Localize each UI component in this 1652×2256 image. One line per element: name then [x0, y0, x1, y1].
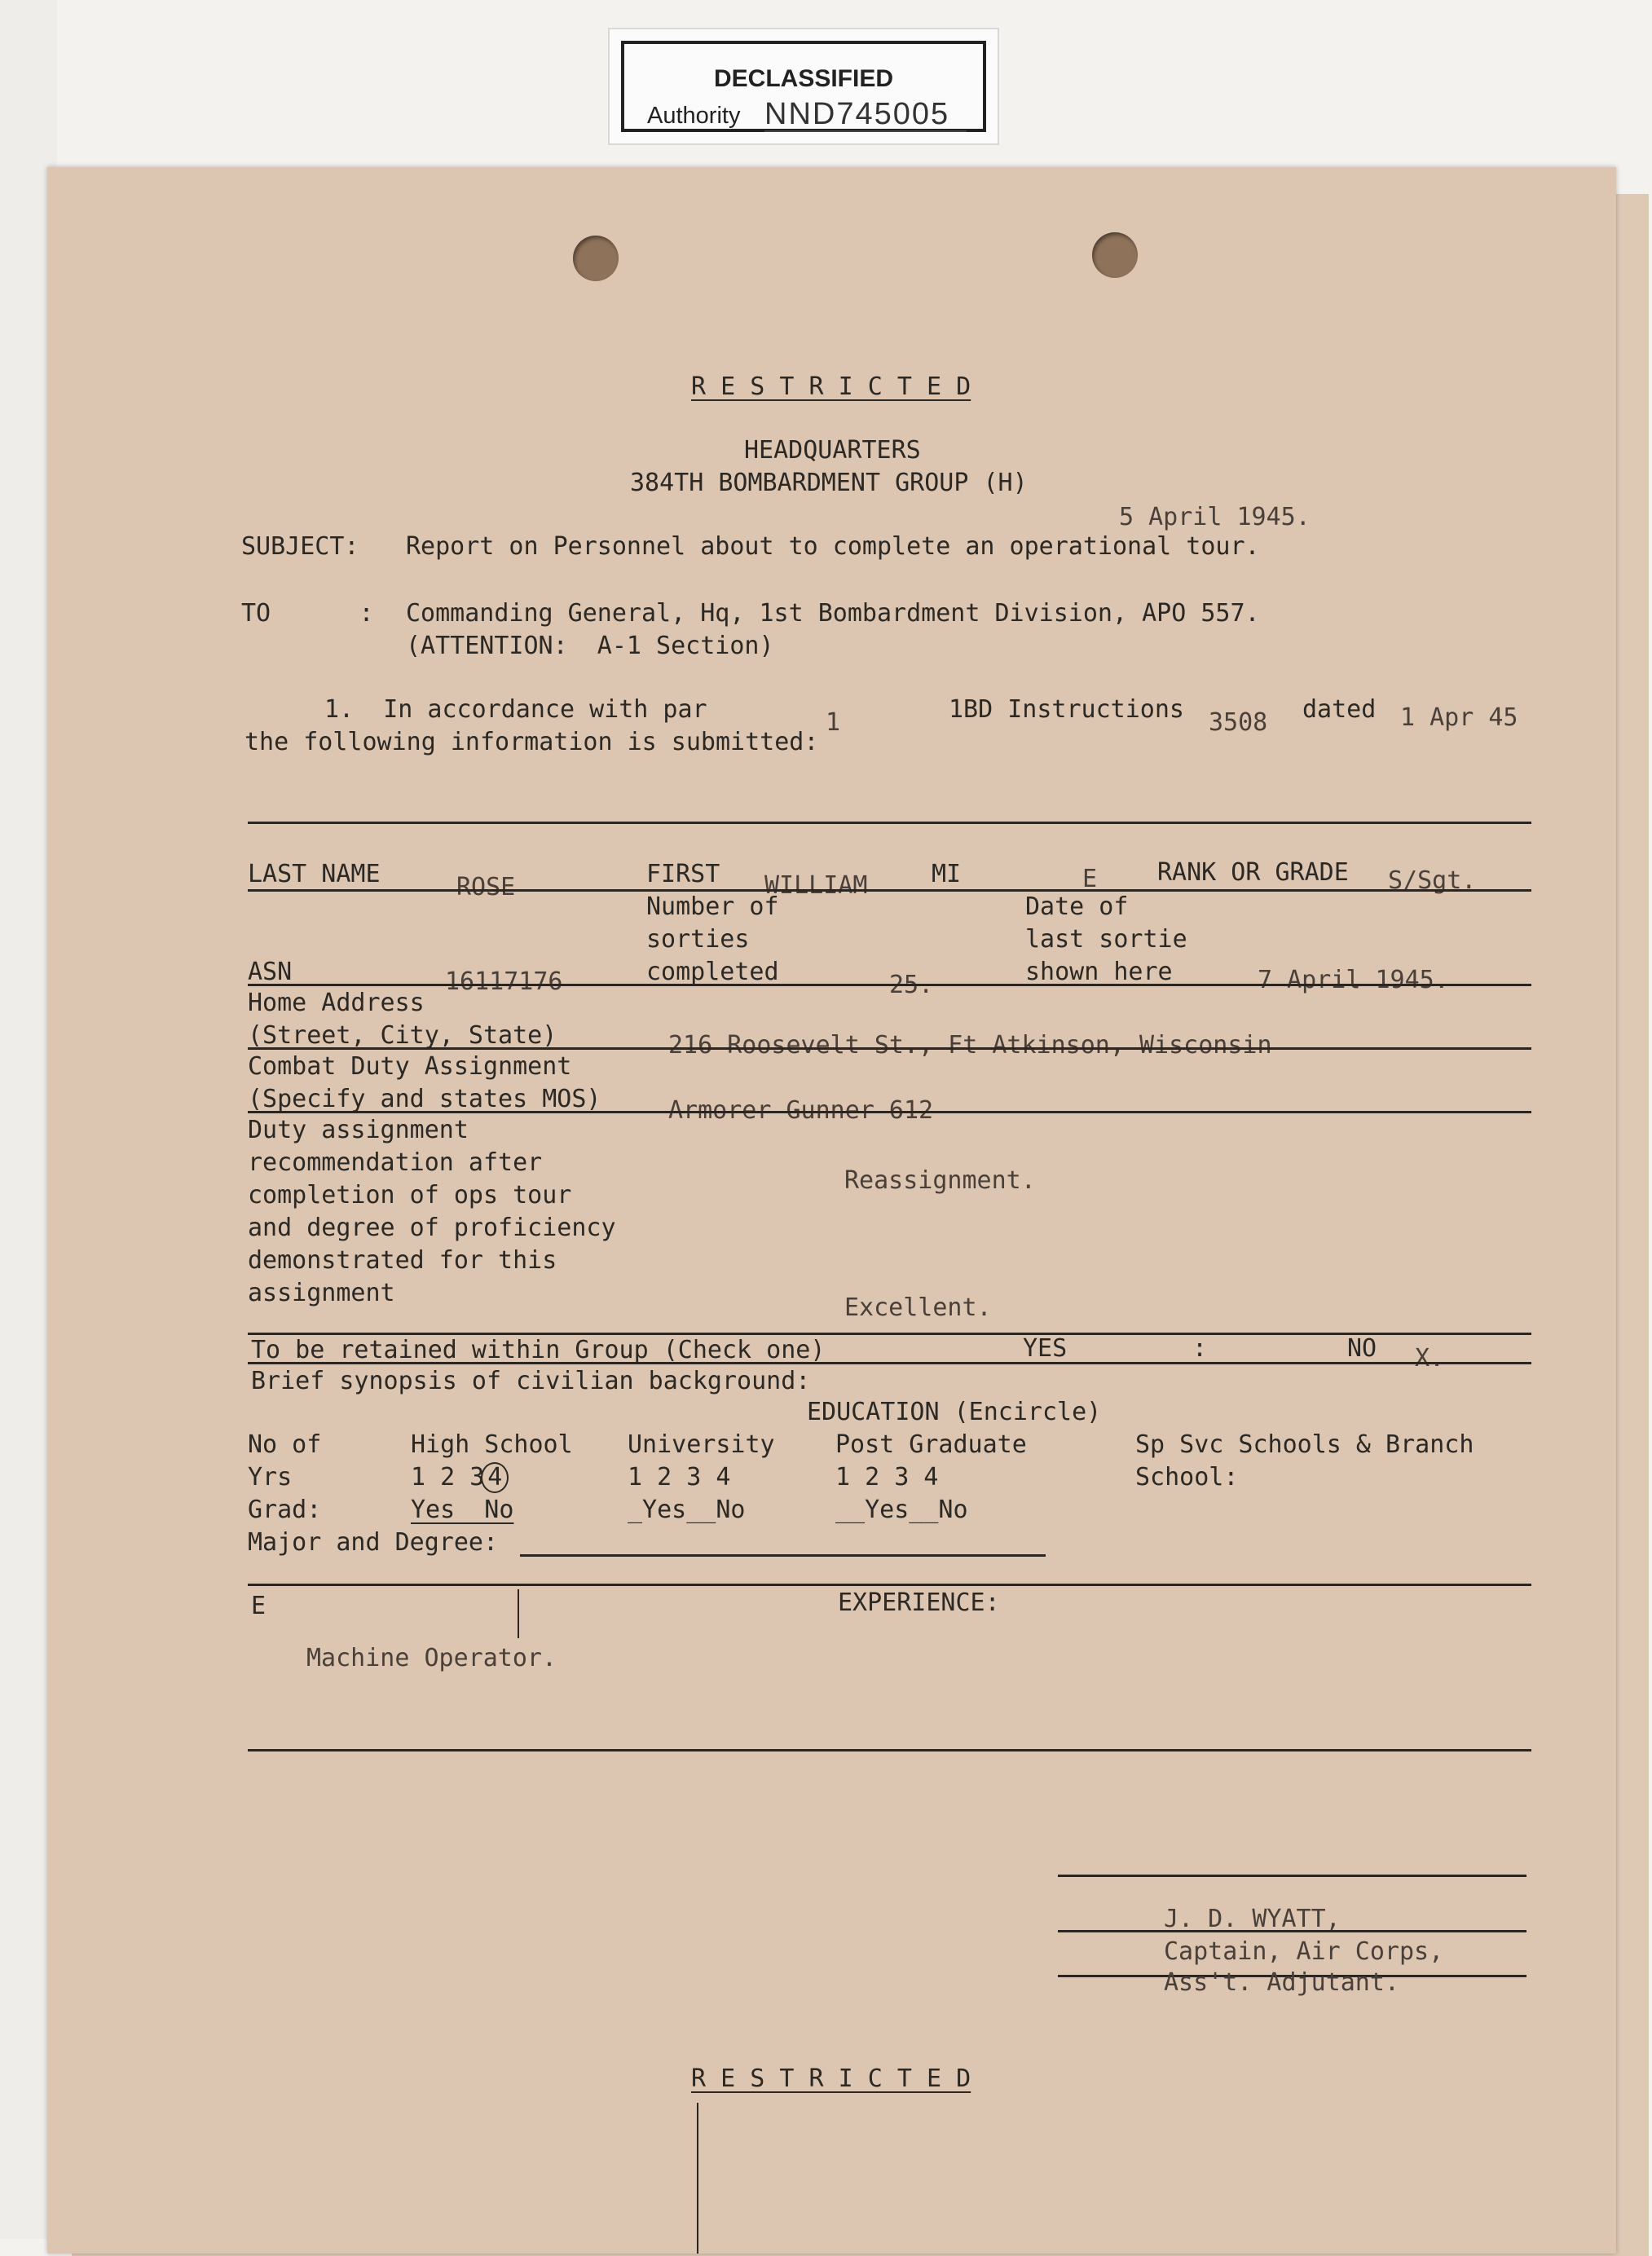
retained-colon: : — [1192, 1334, 1208, 1363]
document-date: 5 April 1945. — [1119, 503, 1311, 531]
to-label: TO : — [241, 599, 374, 628]
signature-title: Captain, Air Corps, — [1164, 1937, 1444, 1966]
combat-label-1: Combat Duty Assignment — [248, 1052, 572, 1081]
sorties-label-1: Number of — [646, 892, 779, 921]
major-degree-line — [520, 1554, 1046, 1557]
duty-label-4: and degree of proficiency — [248, 1214, 616, 1242]
retained-yes: YES — [1023, 1334, 1068, 1363]
para1-instr-value: 3508 — [1209, 708, 1268, 737]
sorties-label-2: sorties — [646, 925, 750, 954]
experience-bottom-rule — [248, 1749, 1531, 1751]
sorties-label-3: completed — [646, 958, 779, 986]
retained-no-mark: X. — [1415, 1344, 1445, 1373]
last-sortie-label-2: last sortie — [1025, 925, 1187, 954]
form-top-rule — [248, 822, 1531, 824]
duty-recommendation-value: Reassignment. — [844, 1166, 1036, 1195]
first-name-label: FIRST — [646, 860, 720, 888]
punch-hole-right — [1092, 232, 1138, 278]
grad-label: Grad: — [248, 1496, 322, 1524]
last-sortie-value: 7 April 1945. — [1258, 966, 1449, 994]
rank-value: S/Sgt. — [1388, 866, 1477, 895]
signature-name: J. D. WYATT, — [1164, 1905, 1341, 1933]
asn-label: ASN — [248, 958, 293, 986]
synopsis-label: Brief synopsis of civilian background: — [251, 1367, 811, 1395]
home-label-1: Home Address — [248, 989, 425, 1017]
home-label-2: (Street, City, State) — [248, 1021, 557, 1050]
combat-row-rule — [248, 1111, 1531, 1113]
post-graduate-grad: __Yes__No — [835, 1496, 968, 1524]
sp-svc-label-1: Sp Svc Schools & Branch — [1135, 1430, 1474, 1459]
major-degree-label: Major and Degree: — [248, 1528, 499, 1557]
university-years: 1 2 3 4 — [628, 1463, 731, 1492]
rank-label: RANK OR GRADE — [1157, 858, 1349, 887]
post-graduate-label: Post Graduate — [835, 1430, 1027, 1459]
name-row-rule — [248, 889, 1531, 892]
education-row-rule — [248, 1584, 1531, 1586]
sorties-value: 25. — [889, 971, 934, 999]
no-of-label: No of — [248, 1430, 322, 1459]
university-grad: _Yes__No — [628, 1496, 746, 1524]
authority-label: Authority — [647, 103, 741, 129]
duty-label-6: assignment — [248, 1279, 395, 1307]
last-name-value: ROSE — [456, 873, 516, 901]
asn-row-rule — [248, 984, 1531, 986]
combat-label-2: (Specify and states MOS) — [248, 1085, 601, 1113]
first-name-value: WILLIAM — [764, 871, 868, 900]
high-school-years-prefix: 1 2 3 — [411, 1463, 485, 1492]
subject-text: Report on Personnel about to complete an operational tour. — [406, 532, 1260, 561]
stray-mark — [518, 1589, 519, 1638]
home-row-rule — [248, 1047, 1531, 1050]
classification-bottom: R E S T R I C T E D — [691, 2064, 971, 2093]
hq-line-1: HEADQUARTERS — [744, 436, 921, 465]
retained-no: NO — [1347, 1334, 1377, 1363]
proficiency-value: Excellent. — [844, 1293, 992, 1322]
document-page — [47, 167, 1616, 2254]
home-address-value: 216 Roosevelt St., Ft Atkinson, Wisconsin — [668, 1031, 1272, 1060]
authority-value: NND745005 — [764, 98, 967, 132]
para1-par-value: 1 — [826, 708, 841, 737]
high-school-grad-values: Yes No — [411, 1496, 514, 1524]
to-text-1: Commanding General, Hq, 1st Bombardment Division, APO 557. — [406, 599, 1260, 628]
last-sortie-label-3: shown here — [1025, 958, 1173, 986]
punch-hole-left — [573, 236, 619, 281]
para1-instructions: 1BD Instructions — [949, 695, 1184, 724]
education-label: EDUCATION (Encircle) — [807, 1398, 1102, 1426]
declassified-label — [608, 28, 999, 145]
high-school-year-circled: 4 — [481, 1462, 509, 1493]
high-school-grad — [411, 1495, 513, 1526]
para1-dated-value: 1 Apr 45 — [1400, 703, 1518, 732]
classification-top: R E S T R I C T E D — [691, 372, 971, 401]
experience-label: EXPERIENCE: — [838, 1588, 1000, 1617]
combat-duty-value: Armorer Gunner 612 — [668, 1096, 934, 1125]
last-name-label: LAST NAME — [248, 860, 381, 888]
hq-line-2: 384TH BOMBARDMENT GROUP (H) — [630, 469, 1028, 497]
high-school-years — [411, 1462, 509, 1493]
retained-label: To be retained within Group (Check one) — [251, 1336, 826, 1364]
university-label: University — [628, 1430, 775, 1459]
yrs-label: Yrs — [248, 1463, 293, 1492]
mi-value: E — [1082, 865, 1098, 893]
experience-value: Machine Operator. — [306, 1644, 557, 1672]
fold-mark — [697, 2103, 698, 2254]
sp-svc-label-2: School: — [1135, 1463, 1239, 1492]
subject-label: SUBJECT: — [241, 532, 359, 561]
duty-label-5: demonstrated for this — [248, 1246, 557, 1275]
high-school-label: High School — [411, 1430, 573, 1459]
duty-label-3: completion of ops tour — [248, 1181, 572, 1210]
signature-rule-1 — [1058, 1875, 1526, 1877]
signature-rule-2 — [1058, 1930, 1526, 1932]
asn-value: 16117176 — [445, 967, 563, 996]
duty-label-2: recommendation after — [248, 1148, 543, 1177]
declassified-title: DECLASSIFIED — [713, 65, 894, 92]
declassified-border — [621, 41, 986, 132]
experience-e: E — [251, 1592, 267, 1620]
signature-position: Ass't. Adjutant. — [1164, 1968, 1399, 1997]
para1-intro: 1. In accordance with par — [324, 695, 707, 724]
para1-continuation: the following information is submitted: — [244, 728, 819, 756]
last-sortie-label-1: Date of — [1025, 892, 1129, 921]
retained-row-rule — [248, 1362, 1531, 1364]
duty-label-1: Duty assignment — [248, 1116, 469, 1144]
post-graduate-years: 1 2 3 4 — [835, 1463, 939, 1492]
mi-label: MI — [932, 860, 962, 888]
to-text-2: (ATTENTION: A-1 Section) — [406, 632, 774, 660]
para1-dated-label: dated — [1302, 695, 1377, 724]
